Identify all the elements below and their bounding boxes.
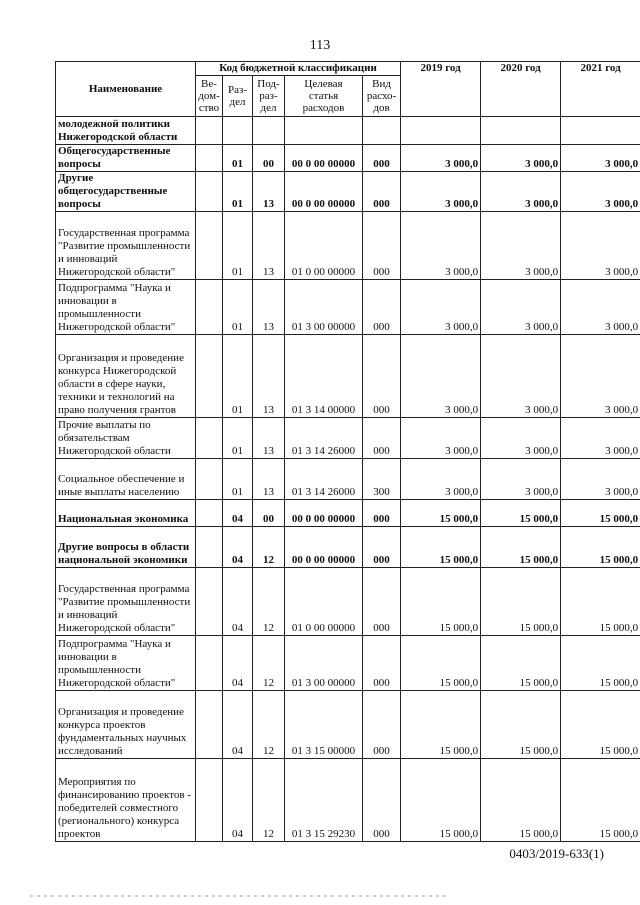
table-row: [56, 172, 640, 212]
cell-name: Подпрограмма "Наука и инновации в промышленности Нижегородской области": [56, 636, 196, 691]
cell-podrazdel: 00: [253, 500, 285, 527]
cell-podrazdel: 13: [253, 280, 285, 335]
cell-cs: 01 0 00 00000: [285, 212, 363, 280]
cell-razdel: 04: [223, 691, 253, 759]
cell-y2019: 15 000,0: [401, 636, 481, 691]
cell-vr: 000: [363, 335, 401, 418]
cell-y2020: 3 000,0: [481, 212, 561, 280]
cell-podrazdel: 13: [253, 418, 285, 459]
cell-ved: [196, 500, 223, 527]
cell-razdel: 01: [223, 280, 253, 335]
cell-y2021: 3 000,0: [561, 280, 640, 335]
header-year-2019: 2019 год: [401, 62, 481, 117]
cell-y2019: 15 000,0: [401, 759, 481, 842]
cell-razdel: 01: [223, 459, 253, 500]
cell-y2021: 15 000,0: [561, 691, 640, 759]
cell-y2020: 15 000,0: [481, 636, 561, 691]
cell-y2019: 3 000,0: [401, 145, 481, 172]
cell-cs: 01 3 14 26000: [285, 418, 363, 459]
cell-y2021: 3 000,0: [561, 418, 640, 459]
table-row: [56, 691, 640, 759]
page-number: 113: [309, 38, 331, 53]
cell-y2021: 15 000,0: [561, 759, 640, 842]
table-row: [56, 759, 640, 842]
cell-razdel: 04: [223, 568, 253, 636]
table-row: [56, 636, 640, 691]
header-target-article: Целевая статья расходов: [285, 76, 363, 117]
cell-y2019: 3 000,0: [401, 418, 481, 459]
cell-ved: [196, 459, 223, 500]
cell-y2021: 15 000,0: [561, 636, 640, 691]
cell-cs: 01 3 14 00000: [285, 335, 363, 418]
cell-name: молодежной политики Нижегородской области: [56, 117, 196, 145]
cell-name: Подпрограмма "Наука и инновации в промышленности Нижегородской области": [56, 280, 196, 335]
cell-cs: 01 3 15 00000: [285, 691, 363, 759]
cell-name: Организация и проведение конкурса Нижегородской области в сфере науки, техники и технологий на право получения грантов: [56, 335, 196, 418]
cell-podrazdel: 13: [253, 172, 285, 212]
cell-y2019: [401, 117, 481, 145]
cell-cs: 00 0 00 00000: [285, 172, 363, 212]
cell-cs: 01 3 00 00000: [285, 280, 363, 335]
table-row: [56, 145, 640, 172]
cell-vr: 000: [363, 172, 401, 212]
cell-vr: 000: [363, 280, 401, 335]
cell-cs: 00 0 00 00000: [285, 145, 363, 172]
cell-y2021: [561, 117, 640, 145]
cell-vr: 000: [363, 212, 401, 280]
cell-y2019: 15 000,0: [401, 527, 481, 568]
cell-y2020: 15 000,0: [481, 527, 561, 568]
header-name: Наименование: [56, 62, 196, 117]
budget-table: [55, 61, 640, 842]
header-expense-type: Вид расхо- дов: [363, 76, 401, 117]
cell-vr: 000: [363, 568, 401, 636]
cell-name: Другие вопросы в области национальной экономики: [56, 527, 196, 568]
cell-name: Государственная программа "Развитие промышленности и инноваций Нижегородской области": [56, 212, 196, 280]
cell-y2021: 3 000,0: [561, 212, 640, 280]
cell-vr: 300: [363, 459, 401, 500]
cell-podrazdel: 13: [253, 459, 285, 500]
cell-ved: [196, 172, 223, 212]
cell-podrazdel: 12: [253, 636, 285, 691]
cell-vr: [363, 117, 401, 145]
cell-vr: 000: [363, 418, 401, 459]
cell-y2019: 3 000,0: [401, 335, 481, 418]
cell-razdel: 04: [223, 636, 253, 691]
cell-vr: 000: [363, 759, 401, 842]
cell-y2019: 15 000,0: [401, 691, 481, 759]
cell-cs: 00 0 00 00000: [285, 527, 363, 568]
cell-name: Общегосударственные вопросы: [56, 145, 196, 172]
cell-y2020: 3 000,0: [481, 145, 561, 172]
cell-ved: [196, 145, 223, 172]
cell-name: Другие общегосударственные вопросы: [56, 172, 196, 212]
cell-razdel: 01: [223, 172, 253, 212]
cell-razdel: [223, 117, 253, 145]
cell-ved: [196, 636, 223, 691]
scan-artifact-line: [30, 895, 450, 897]
cell-podrazdel: 12: [253, 527, 285, 568]
document-code: 0403/2019-633(1): [509, 846, 604, 861]
cell-y2020: 15 000,0: [481, 759, 561, 842]
cell-cs: 01 3 14 26000: [285, 459, 363, 500]
cell-vr: 000: [363, 500, 401, 527]
cell-cs: [285, 117, 363, 145]
cell-podrazdel: 12: [253, 759, 285, 842]
cell-y2020: 3 000,0: [481, 459, 561, 500]
cell-y2019: 15 000,0: [401, 500, 481, 527]
cell-y2021: 15 000,0: [561, 568, 640, 636]
cell-y2019: 3 000,0: [401, 280, 481, 335]
cell-cs: 00 0 00 00000: [285, 500, 363, 527]
table-row: [56, 117, 640, 145]
header-year-2021: 2021 год: [561, 62, 640, 117]
cell-name: Прочие выплаты по обязательствам Нижегородской области: [56, 418, 196, 459]
cell-podrazdel: 12: [253, 568, 285, 636]
cell-ved: [196, 117, 223, 145]
cell-podrazdel: 12: [253, 691, 285, 759]
table-row: [56, 568, 640, 636]
cell-y2020: 15 000,0: [481, 500, 561, 527]
cell-razdel: 01: [223, 145, 253, 172]
cell-podrazdel: [253, 117, 285, 145]
cell-y2019: 15 000,0: [401, 568, 481, 636]
header-podrazdel: Под- раз- дел: [253, 76, 285, 117]
cell-ved: [196, 335, 223, 418]
cell-y2021: 3 000,0: [561, 145, 640, 172]
table-row: [56, 280, 640, 335]
cell-cs: 01 3 00 00000: [285, 636, 363, 691]
cell-y2020: 3 000,0: [481, 418, 561, 459]
cell-y2019: 3 000,0: [401, 212, 481, 280]
cell-y2020: 3 000,0: [481, 335, 561, 418]
header-classification: Код бюджетной классификации: [196, 62, 401, 76]
cell-ved: [196, 527, 223, 568]
cell-cs: 01 0 00 00000: [285, 568, 363, 636]
cell-name: Организация и проведение конкурса проектов фундаментальных научных исследований: [56, 691, 196, 759]
cell-razdel: 04: [223, 759, 253, 842]
cell-vr: 000: [363, 691, 401, 759]
cell-name: Государственная программа "Развитие промышленности и инноваций Нижегородской области": [56, 568, 196, 636]
cell-razdel: 04: [223, 500, 253, 527]
cell-ved: [196, 212, 223, 280]
cell-y2020: 3 000,0: [481, 172, 561, 212]
table-row: [56, 212, 640, 280]
cell-razdel: 01: [223, 418, 253, 459]
cell-podrazdel: 13: [253, 335, 285, 418]
cell-name: Социальное обеспечение и иные выплаты населению: [56, 459, 196, 500]
cell-ved: [196, 691, 223, 759]
cell-y2021: 15 000,0: [561, 500, 640, 527]
table-row: [56, 335, 640, 418]
cell-podrazdel: 00: [253, 145, 285, 172]
cell-vr: 000: [363, 636, 401, 691]
table-row: [56, 418, 640, 459]
cell-y2020: 15 000,0: [481, 691, 561, 759]
cell-ved: [196, 759, 223, 842]
cell-y2020: 15 000,0: [481, 568, 561, 636]
cell-razdel: 04: [223, 527, 253, 568]
cell-y2019: 3 000,0: [401, 459, 481, 500]
table-row: [56, 500, 640, 527]
cell-vr: 000: [363, 145, 401, 172]
cell-name: Национальная экономика: [56, 500, 196, 527]
cell-ved: [196, 568, 223, 636]
cell-razdel: 01: [223, 335, 253, 418]
cell-y2021: 3 000,0: [561, 459, 640, 500]
cell-y2020: [481, 117, 561, 145]
cell-vr: 000: [363, 527, 401, 568]
cell-y2021: 15 000,0: [561, 527, 640, 568]
cell-y2021: 3 000,0: [561, 172, 640, 212]
header-vedomstvo: Ве- дом- ство: [196, 76, 223, 117]
cell-podrazdel: 13: [253, 212, 285, 280]
header-razdel: Раз- дел: [223, 76, 253, 117]
header-year-2020: 2020 год: [481, 62, 561, 117]
table-row: [56, 527, 640, 568]
cell-name: Мероприятия по финансированию проектов - победителей совместного (регионального) конкурса проектов: [56, 759, 196, 842]
cell-ved: [196, 418, 223, 459]
cell-y2020: 3 000,0: [481, 280, 561, 335]
cell-y2021: 3 000,0: [561, 335, 640, 418]
cell-razdel: 01: [223, 212, 253, 280]
cell-cs: 01 3 15 29230: [285, 759, 363, 842]
cell-y2019: 3 000,0: [401, 172, 481, 212]
table-row: [56, 459, 640, 500]
cell-ved: [196, 280, 223, 335]
